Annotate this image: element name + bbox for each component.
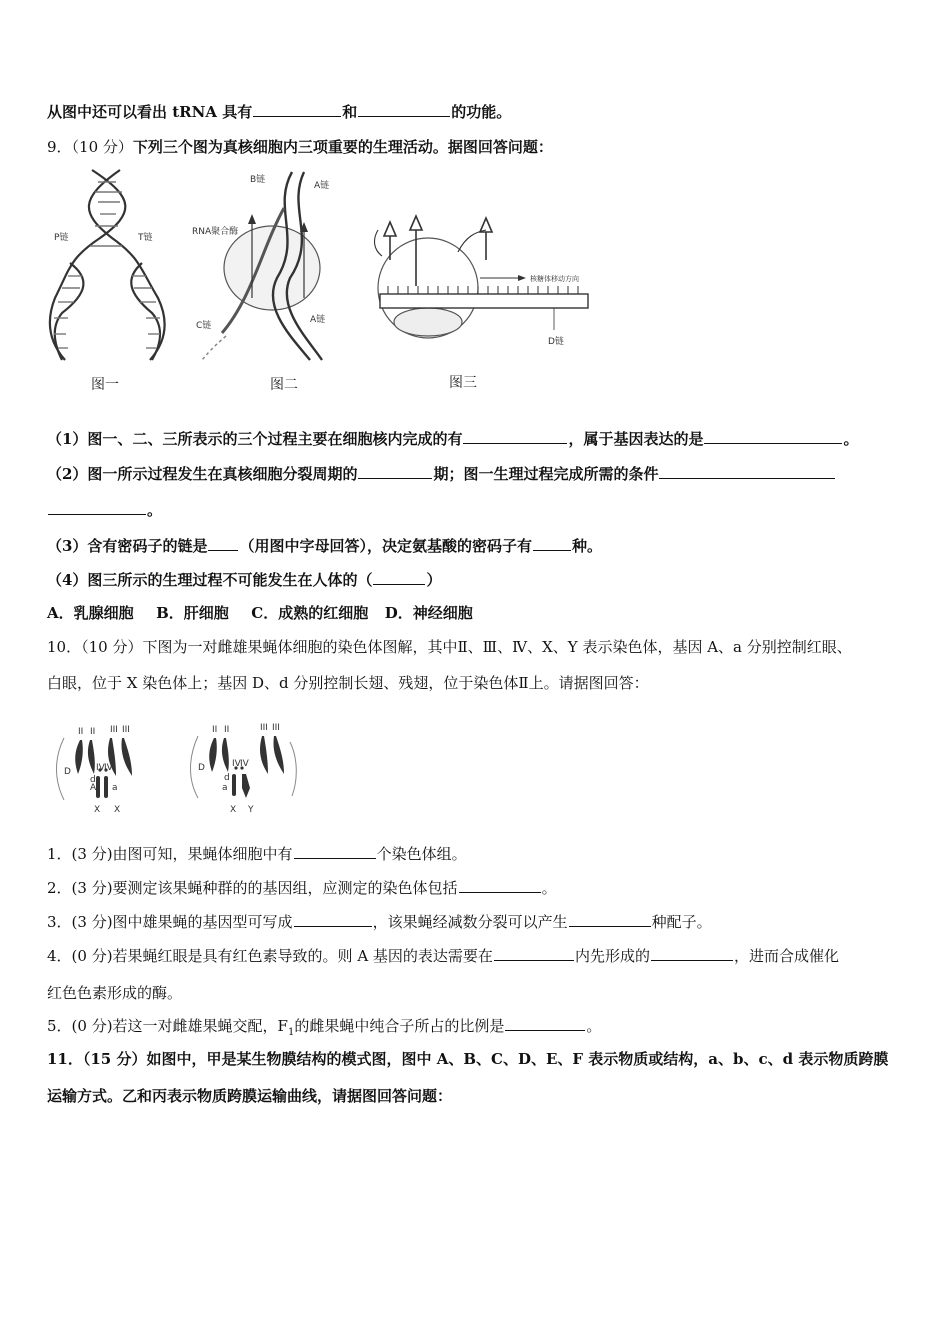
svg-text:III: III (260, 723, 268, 733)
q11-stem-line-2: 运输方式。乙和丙表示物质跨膜运输曲线，请据图回答问题： (47, 1087, 453, 1105)
figure-1-dna-replication (40, 168, 175, 368)
figure-3-translation (358, 190, 590, 360)
a-strand-label-top: A链 (314, 181, 330, 191)
answer-blank[interactable] (294, 843, 376, 859)
svg-text:II: II (90, 727, 96, 737)
answer-blank[interactable] (208, 535, 238, 551)
q9-part-4: （4）图三所示的生理过程不可能发生在人体的（ ） (47, 571, 442, 589)
figure-2-transcription (192, 168, 352, 368)
svg-text:X: X (114, 805, 121, 815)
c-strand-label: C链 (196, 321, 212, 331)
svg-text:IV: IV (96, 763, 105, 773)
answer-blank[interactable] (373, 569, 425, 585)
svg-text:IV: IV (240, 759, 249, 769)
answer-blank[interactable] (294, 911, 372, 927)
svg-text:III: III (110, 725, 118, 735)
q10-sub-1: 1．(3 分)由图可知，果蝇体细胞中有 个染色体组。 (47, 845, 467, 863)
svg-text:d: d (90, 775, 96, 785)
svg-text:IV: IV (104, 763, 113, 773)
q9-part-2-continued: 。 (47, 499, 162, 520)
figure-1-caption: 图一 (91, 377, 119, 393)
q10-stem-line-1: 10．（10 分）下图为一对雌雄果蝇体细胞的染色体图解，其中Ⅱ、Ⅲ、Ⅳ、X、Y 表示染色体，基因 A、a 分别控制红眼、 (47, 638, 852, 656)
male-karyotype (191, 723, 297, 815)
figure-3-caption: 图三 (449, 375, 477, 391)
q11-stem-line-1: 11．（15 分）如图中，甲是某生物膜结构的模式图，图中 A、B、C、D、E、F 表示物质或结构，a、b、c、d 表示物质跨膜 (47, 1050, 889, 1068)
svg-text:a: a (222, 783, 228, 793)
svg-text:III: III (272, 723, 280, 733)
q10-sub-4: 4．(0 分)若果蝇红眼是具有红色素导致的。则 A 基因的表达需要在 内先形成的 ，进而合成催化 (47, 947, 839, 965)
svg-text:III: III (122, 725, 130, 735)
answer-blank[interactable] (533, 535, 571, 551)
svg-text:X: X (230, 805, 237, 815)
svg-text:II: II (78, 727, 84, 737)
q10-sub-3: 3．(3 分)图中雄果蝇的基因型可写成 ，该果蝇经减数分裂可以产生 种配子。 (47, 913, 712, 931)
svg-text:D: D (64, 767, 71, 777)
b-strand-label: B链 (250, 175, 266, 185)
q10-sub-5: 5．(0 分)若这一对雌雄果蝇交配，$F_1$的雌果蝇中纯合子所占的比例是 。 (47, 1017, 602, 1038)
answer-blank[interactable] (358, 101, 450, 117)
q9-options (47, 603, 473, 623)
option-a[interactable]: A．乳腺细胞 (47, 604, 134, 622)
q9-part-3: （3）含有密码子的链是 （用图中字母回答），决定氨基酸的密码子有 种。 (47, 537, 602, 555)
q9-part-1: （1）图一、二、三所表示的三个过程主要在细胞核内完成的有 ，属于基因表达的是 。 (47, 430, 859, 448)
svg-text:II: II (212, 725, 218, 735)
svg-text:X: X (94, 805, 101, 815)
answer-blank[interactable] (651, 945, 733, 961)
option-c[interactable]: C．成熟的红细胞 (251, 604, 369, 622)
answer-blank[interactable] (505, 1015, 585, 1031)
svg-text:A: A (90, 783, 97, 793)
svg-text:II: II (224, 725, 230, 735)
figure-fruit-fly-karyotypes (52, 718, 307, 816)
svg-text:d: d (224, 773, 230, 783)
answer-blank[interactable] (494, 945, 574, 961)
option-b[interactable]: B．肝细胞 (156, 604, 229, 622)
svg-text:IV: IV (232, 759, 241, 769)
svg-text:D: D (198, 763, 205, 773)
answer-blank[interactable] (569, 911, 651, 927)
t-strand-label: T链 (138, 233, 153, 243)
rna-polymerase-label: RNA聚合酶 (192, 227, 239, 237)
option-d[interactable]: D．神经细胞 (384, 604, 473, 622)
answer-blank[interactable] (358, 463, 432, 479)
answer-blank[interactable] (459, 877, 541, 893)
figure-2-caption: 图二 (270, 377, 298, 393)
q10-sub-4-continued: 红色色素形成的酶。 (47, 984, 183, 1002)
trna-line: 从图中还可以看出 tRNA 具有 和 的功能。 (47, 103, 512, 121)
q10-stem-line-2: 白眼，位于 X 染色体上；基因 D、d 分别控制长翅、残翅，位于染色体Ⅱ上。请据图回答： (47, 674, 649, 692)
answer-blank[interactable] (704, 428, 842, 444)
q9-part-2: （2）图一所示过程发生在真核细胞分裂周期的 期；图一生理过程完成所需的条件 (47, 463, 836, 484)
ribosome-direction-label: 核糖体移动方向 (530, 275, 579, 283)
svg-text:Y: Y (248, 805, 254, 815)
q9-stem: 9．（10 分）下列三个图为真核细胞内三项重要的生理活动。据图回答问题： (47, 138, 553, 156)
answer-blank[interactable] (253, 101, 341, 117)
p-strand-label: P链 (54, 233, 69, 243)
svg-text:a: a (112, 783, 118, 793)
a-strand-label-bottom: A链 (310, 315, 326, 325)
d-strand-label: D链 (548, 337, 564, 347)
q10-sub-2: 2．(3 分)要测定该果蝇种群的的基因组，应测定的染色体包括 。 (47, 879, 557, 897)
female-karyotype (57, 725, 133, 815)
answer-blank[interactable] (463, 428, 567, 444)
answer-blank[interactable] (48, 499, 146, 515)
answer-blank[interactable] (659, 463, 835, 479)
